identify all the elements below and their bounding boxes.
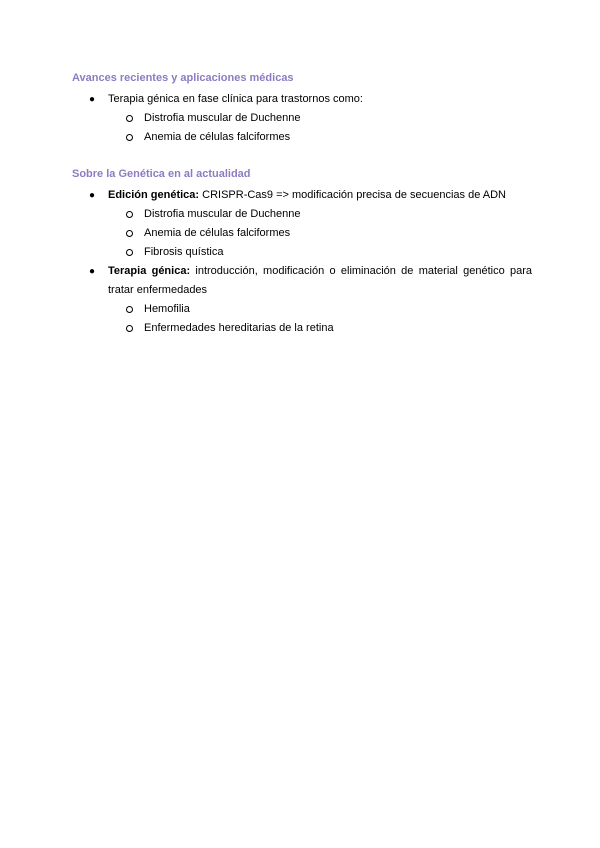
- sub-list-item-text: Enfermedades hereditarias de la retina: [144, 322, 334, 334]
- sub-list-item: [108, 300, 532, 319]
- sub-bullet-list: [108, 205, 532, 262]
- sub-list-item-text: Fibrosis quística: [144, 246, 224, 258]
- sub-bullet-list: [108, 300, 532, 338]
- list-item: [72, 186, 532, 262]
- bullet-list: [72, 90, 532, 147]
- sub-list-item-text: Distrofia muscular de Duchenne: [144, 112, 301, 124]
- section-heading: Sobre la Genética en al actualidad: [72, 168, 251, 180]
- sub-list-item-text: Anemia de células falciformes: [144, 131, 291, 143]
- hollow-bullet-icon: [126, 306, 133, 313]
- list-item-text: introducción, modificación o eliminación de material genético para tratar enfermedades: [108, 265, 532, 296]
- list-item-label: Edición genética:: [108, 189, 200, 201]
- list-item-text: CRISPR-Cas9 => modificación precisa de secuencias de ADN: [202, 189, 507, 201]
- hollow-bullet-icon: [126, 325, 133, 332]
- section-heading: Avances recientes y aplicaciones médicas: [72, 72, 294, 84]
- list-item: [72, 90, 532, 147]
- sub-list-item: [108, 205, 532, 224]
- hollow-bullet-icon: [126, 211, 133, 218]
- hollow-bullet-icon: [126, 115, 133, 122]
- list-item-text: Terapia génica en fase clínica para trastornos como:: [108, 93, 363, 105]
- sub-list-item-text: Hemofilia: [144, 303, 190, 315]
- bullet-icon: ●: [89, 94, 96, 105]
- sub-list-item-text: Anemia de células falciformes: [144, 227, 291, 239]
- bullet-list: [72, 186, 532, 338]
- bullet-icon: ●: [89, 266, 96, 277]
- section-recent-advances: [72, 71, 532, 147]
- bullet-icon: ●: [89, 190, 96, 201]
- section-genetics-today: [72, 167, 532, 338]
- sub-list-item-text: Distrofia muscular de Duchenne: [144, 208, 301, 220]
- list-item-label: Terapia génica:: [108, 265, 191, 277]
- hollow-bullet-icon: [126, 249, 133, 256]
- hollow-bullet-icon: [126, 230, 133, 237]
- sub-list-item: [108, 109, 532, 128]
- sub-list-item: [108, 128, 532, 147]
- sub-list-item: [108, 319, 532, 338]
- hollow-bullet-icon: [126, 134, 133, 141]
- sub-bullet-list: [108, 109, 532, 147]
- sub-list-item: [108, 243, 532, 262]
- sub-list-item: [108, 224, 532, 243]
- list-item: [72, 262, 532, 338]
